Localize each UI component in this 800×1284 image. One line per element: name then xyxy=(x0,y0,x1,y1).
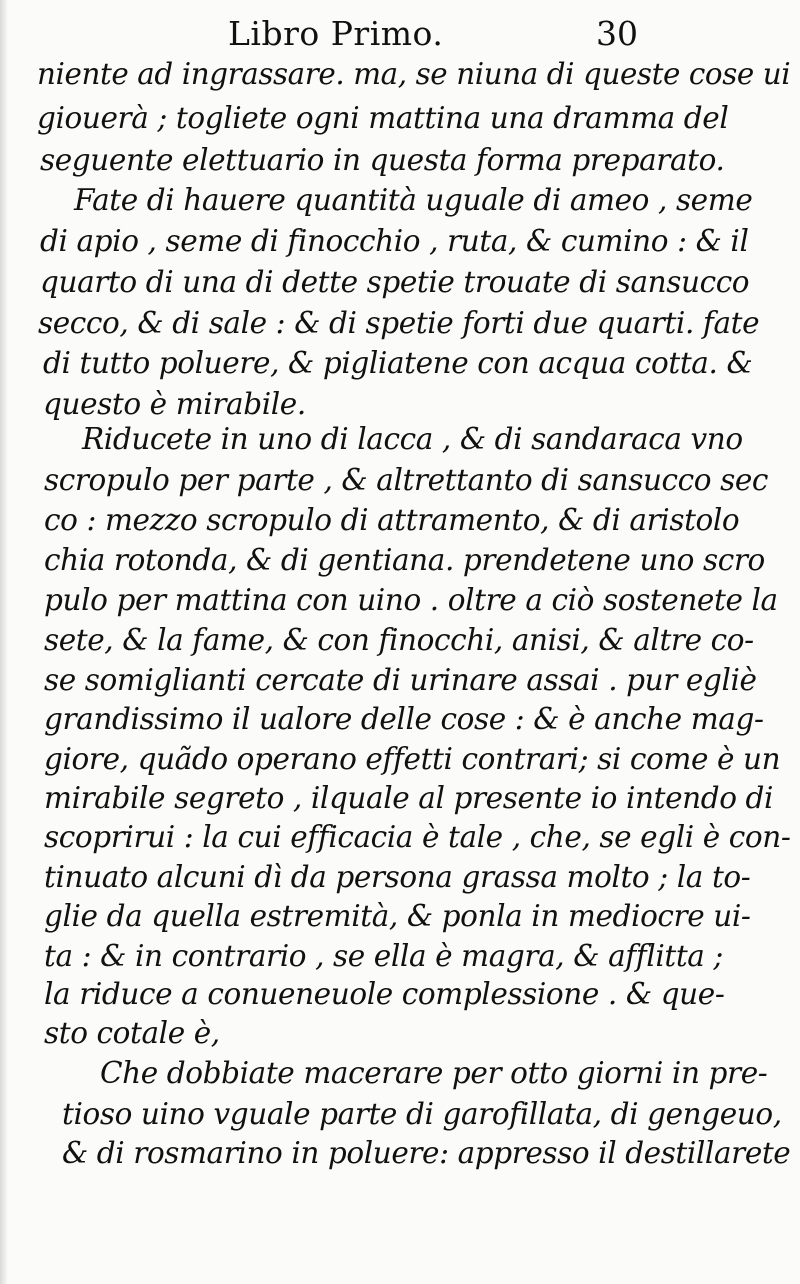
text-line: Fate di hauere quantità uguale di ameo , seme xyxy=(74,183,753,217)
text-line: pulo per mattina con uino . oltre a ciò sostenete la xyxy=(44,583,778,617)
text-line: seguente elettuario in questa forma preparato. xyxy=(40,143,725,177)
page-number: 30 xyxy=(596,14,638,53)
text-line: scropulo per parte , & altrettanto di sansucco sec xyxy=(44,463,769,497)
text-line: quarto di una di dette spetie trouate di sansucco xyxy=(40,265,750,299)
text-line: sete, & la fame, & con finocchi, anisi, & altre co- xyxy=(44,623,754,657)
text-line: Che dobbiate macerare per otto giorni in pre- xyxy=(100,1056,768,1090)
text-line: sto cotale è, xyxy=(44,1016,220,1050)
text-line: chia rotonda, & di gentiana. prendetene uno scro xyxy=(44,543,765,577)
text-line: secco, & di sale : & di spetie forti due quarti. fate xyxy=(38,306,760,340)
running-head: Libro Primo. xyxy=(228,14,444,53)
text-line: co : mezzo scropulo di attramento, & di aristolo xyxy=(44,503,740,537)
text-line: glie da quella estremità, & ponla in mediocre ui- xyxy=(44,899,751,933)
text-line: mirabile segreto , ilquale al presente io intendo di xyxy=(44,781,774,815)
text-line: questo è mirabile. xyxy=(43,387,306,421)
text-line: se somiglianti cercate di urinare assai . pur egliè xyxy=(44,663,757,697)
text-line: giouerà ; togliete ogni mattina una dramma del xyxy=(37,101,729,135)
text-line: la riduce a conueneuole complessione . & que- xyxy=(44,977,725,1011)
text-line: scoprirui : la cui efficacia è tale , che, se egli è con- xyxy=(44,820,791,854)
text-line: giore, quãdo operano effetti contrari; si come è un xyxy=(44,742,781,776)
text-line: ta : & in contrario , se ella è magra, & afflitta ; xyxy=(44,939,723,973)
text-line: Riducete in uno di lacca , & di sandaraca vno xyxy=(82,422,743,456)
text-line: di tutto poluere, & pigliatene con acqua cotta. & xyxy=(43,346,753,380)
text-line: grandissimo il ualore delle cose : & è anche mag- xyxy=(44,702,764,736)
text-line: tinuato alcuni dì da persona grassa molto ; la to- xyxy=(44,860,751,894)
text-line: niente ad ingrassare. ma, se niuna di queste cose ui xyxy=(37,57,791,91)
text-line: & di rosmarino in poluere: appresso il destillarete xyxy=(62,1136,791,1170)
text-line: tioso uino vguale parte di garofillata, di gengeuo, xyxy=(62,1097,782,1131)
text-line: di apio , seme di finocchio , ruta, & cumino : & il xyxy=(40,224,749,258)
